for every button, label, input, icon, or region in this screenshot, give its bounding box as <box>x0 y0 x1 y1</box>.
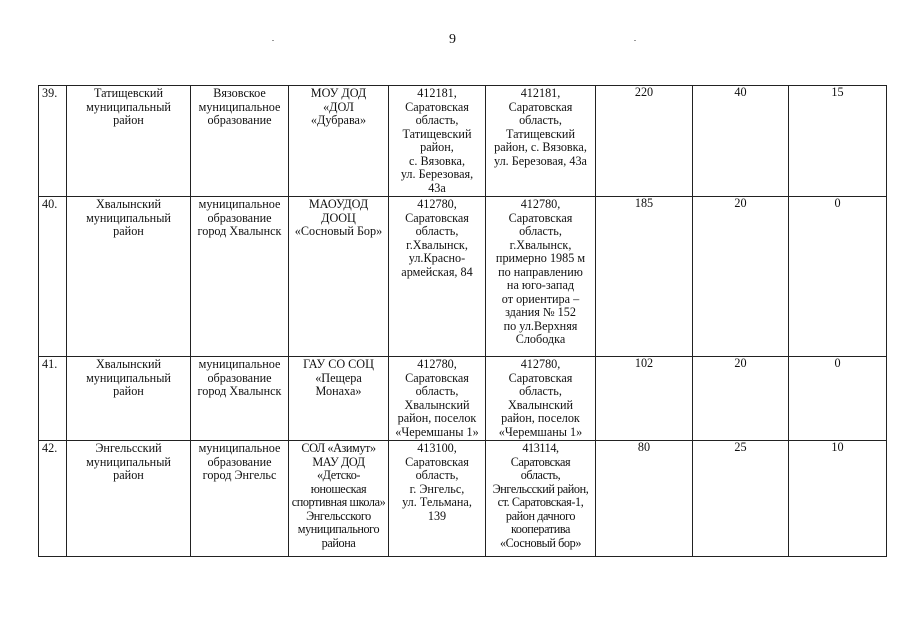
actual-address-cell: 412181, Саратовская область, Татищевский район, с. Вязовка, ул. Березовая, 43а <box>486 86 596 197</box>
value2-cell: 25 <box>693 441 789 557</box>
page-number: 9 <box>449 32 456 47</box>
district-cell: Хвалынский муниципальный район <box>67 357 191 441</box>
district-cell: Хвалынский муниципальный район <box>67 197 191 357</box>
table-row <box>39 357 887 441</box>
table-row <box>39 86 887 197</box>
legal-address-cell: 412780, Саратовская область, г.Хвалынск, ул.Красно- армейская, 84 <box>389 197 486 357</box>
institution-cell: МОУ ДОД «ДОЛ «Дубрава» <box>289 86 389 197</box>
actual-address-cell: 413114, Саратовская область, Энгельсский район, ст. Саратовская-1, район дачного кооператива «Сосновый бор» <box>486 441 596 557</box>
legal-address-cell: 412181, Саратовская область, Татищевский район, с. Вязовка, ул. Березовая, 43а <box>389 86 486 197</box>
municipality-cell: муниципальное образование город Энгельс <box>191 441 289 557</box>
district-cell: Энгельсский муниципальный район <box>67 441 191 557</box>
municipality-cell: муниципальное образование город Хвалынск <box>191 197 289 357</box>
scan-speck <box>634 40 636 41</box>
table-row <box>39 441 887 557</box>
institution-cell: ГАУ СО СОЦ «Пещера Монаха» <box>289 357 389 441</box>
row-number: 40. <box>39 197 67 357</box>
value1-cell: 80 <box>596 441 693 557</box>
legal-address-cell: 413100, Саратовская область, г. Энгельс, ул. Тельмана, 139 <box>389 441 486 557</box>
value3-cell: 0 <box>789 357 887 441</box>
municipality-cell: Вязовское муниципальное образование <box>191 86 289 197</box>
value1-cell: 185 <box>596 197 693 357</box>
row-number: 39. <box>39 86 67 197</box>
scan-speck <box>272 40 274 41</box>
legal-address-cell: 412780, Саратовская область, Хвалынский район, поселок «Черемшаны 1» <box>389 357 486 441</box>
institutions-table <box>38 85 887 557</box>
actual-address-cell: 412780, Саратовская область, Хвалынский район, поселок «Черемшаны 1» <box>486 357 596 441</box>
district-cell: Татищевский муниципальный район <box>67 86 191 197</box>
institution-cell: СОЛ «Азимут» МАУ ДОД «Детско- юношеская спортивная школа» Энгельсского муниципального района <box>289 441 389 557</box>
value2-cell: 20 <box>693 357 789 441</box>
institution-cell: МАОУДОД ДООЦ «Сосновый Бор» <box>289 197 389 357</box>
value2-cell: 20 <box>693 197 789 357</box>
value1-cell: 102 <box>596 357 693 441</box>
table-row <box>39 197 887 357</box>
value3-cell: 15 <box>789 86 887 197</box>
row-number: 41. <box>39 357 67 441</box>
value2-cell: 40 <box>693 86 789 197</box>
row-number: 42. <box>39 441 67 557</box>
value3-cell: 0 <box>789 197 887 357</box>
municipality-cell: муниципальное образование город Хвалынск <box>191 357 289 441</box>
value3-cell: 10 <box>789 441 887 557</box>
value1-cell: 220 <box>596 86 693 197</box>
actual-address-cell: 412780, Саратовская область, г.Хвалынск, примерно 1985 м по направлению на юго-запад от ориентира – здания № 152 по ул.Верхняя Слободка <box>486 197 596 357</box>
